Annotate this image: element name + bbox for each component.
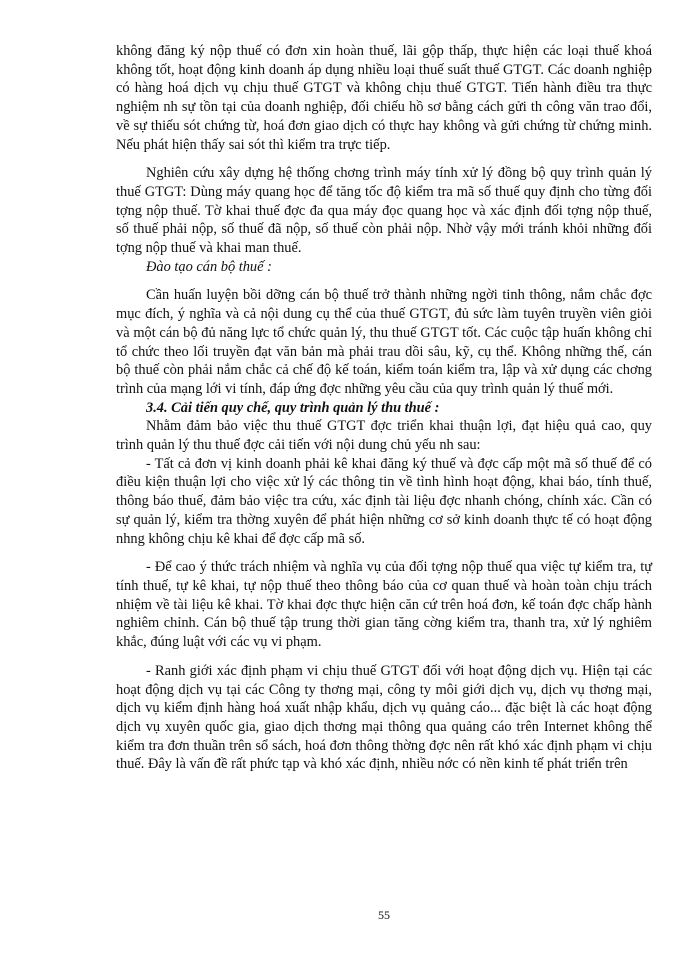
subheading-staff-training: Đào tạo cán bộ thuế :: [146, 258, 272, 275]
page-number: 55: [378, 908, 390, 922]
paragraph-intro-3-4: Nhằm đảm bảo việc thu thuế GTGT đợc triển khai thuận lợi, đạt hiệu quả cao, quy trình quản lý thu thuế đợc cải tiến với nội dung chủ yếu nh sau:: [116, 418, 652, 454]
paragraph-software-system: Nghiên cứu xây dựng hệ thống chơng trình máy tính xử lý đồng bộ quy trình quản lý thuế GTGT: Dùng máy quang học để tăng tốc độ kiểm tra mã số thuế quy định cho từng đối tợng nộp thuế. Tờ khai thuế đợc đa qua máy đọc quang học và xác định đối tợng nộp thuế, số thuế phải nộp, số thuế đã nộp, số thuế còn phải nộp. Nhờ vậy mới tránh khỏi những đối tợng nộp thuế và khai man thuế.: [116, 165, 652, 257]
paragraph-continuation: không đăng ký nộp thuế có đơn xin hoàn thuế, lãi gộp thấp, thực hiện các loại thuế khoá không tốt, hoạt động kinh doanh áp dụng nhiều loại thuế suất thuế GTGT. Các doanh nghiệp có hàng hoá dịch vụ chịu thuế GTGT và không chịu thuế GTGT. Tiến hành điều tra thực nghiệm nh sự tồn tại của doanh nghiệp, đối chiếu hồ sơ bằng cách gửi th công văn trao đổi, về sự thiếu sót chứng từ, hoá đơn giao dịch có thực hay không và gửi chứng từ chứng minh. Nếu phát hiện thấy sai sót thì kiểm tra trực tiếp.: [116, 43, 652, 153]
paragraph-bullet-service-scope: - Ranh giới xác định phạm vi chịu thuế GTGT đối với hoạt động dịch vụ. Hiện tại các hoạt động dịch vụ tại các Công ty thơng mại, công ty môi giới dịch vụ, dịch vụ thơng mại, dịch vụ kiểm định hàng hoá xuất nhập khẩu, dịch vụ quảng cáo... đặc biệt là các hoạt động dịch vụ xuyên quốc gia, giao dịch thơng mại thông qua quảng cáo trên Internet không thể kiểm tra đơn thuần trên sổ sách, hoá đơn thông thờng đợc nên rất khó xác định phạm vi chịu thuế. Đây là vấn đề rất phức tạp và khó xác định, nhiều nớc có nền kinh tế phát triển trên: [116, 662, 652, 773]
paragraph-bullet-responsibility: - Để cao ý thức trách nhiệm và nghĩa vụ của đối tợng nộp thuế qua việc tự kiểm tra, tự tính thuế, tự kê khai, tự nộp thuế theo thông báo của cơ quan thuế và hoàn toàn chịu trách nhiệm về tài liệu kê khai. Tờ khai đợc thực hiện căn cứ trên hoá đơn, kế toán đợc chấp hành nghiêm chỉnh. Cán bộ thuế tập trung thời gian tăng cờng kiểm tra, thanh tra, xử lý nghiêm khắc, đúng luật với các vụ vi phạm.: [116, 559, 652, 651]
paragraph-bullet-registration: - Tất cả đơn vị kinh doanh phải kê khai đăng ký thuế và đợc cấp một mã số thuế để có điều kiện thuận lợi cho việc xử lý các thông tin về tình hình hoạt động, khai báo, tính thuế, thông báo thuế, đảm bảo việc tra cứu, xác định tài liệu đợc nhanh chóng, chính xác. Cần có sự quản lý, kiểm tra thờng xuyên để phát hiện những cơ sở kinh doanh thực tế có hoạt động nhng không chịu kê khai để đợc cấp mã số.: [116, 455, 652, 547]
section-heading-3-4: 3.4. Cải tiến quy chế, quy trình quản lý thu thuế :: [146, 399, 440, 416]
paragraph-staff-training: Cần huấn luyện bồi dỡng cán bộ thuế trở thành những ngời tinh thông, nắm chắc đợc mục đích, ý nghĩa và cả nội dung cụ thể của thuế GTGT, đủ sức làm tuyên truyền viên giỏi và một cán bộ đủ năng lực tổ chức quản lý, thu thuế GTGT tốt. Các cuộc tập huấn không chỉ tổ chức theo lối truyền đạt văn bản mà phải trau dồi sâu, kỹ, cụ thể. Không những thế, cán bộ thuế còn phải nắm chắc cả chế độ kế toán, kiểm toán kiểm tra, lập và xử dụng các chơng trình của mạng lới vi tính, đáp ứng đợc những yêu cầu của quy trình quản lý thuế mới.: [116, 287, 652, 397]
